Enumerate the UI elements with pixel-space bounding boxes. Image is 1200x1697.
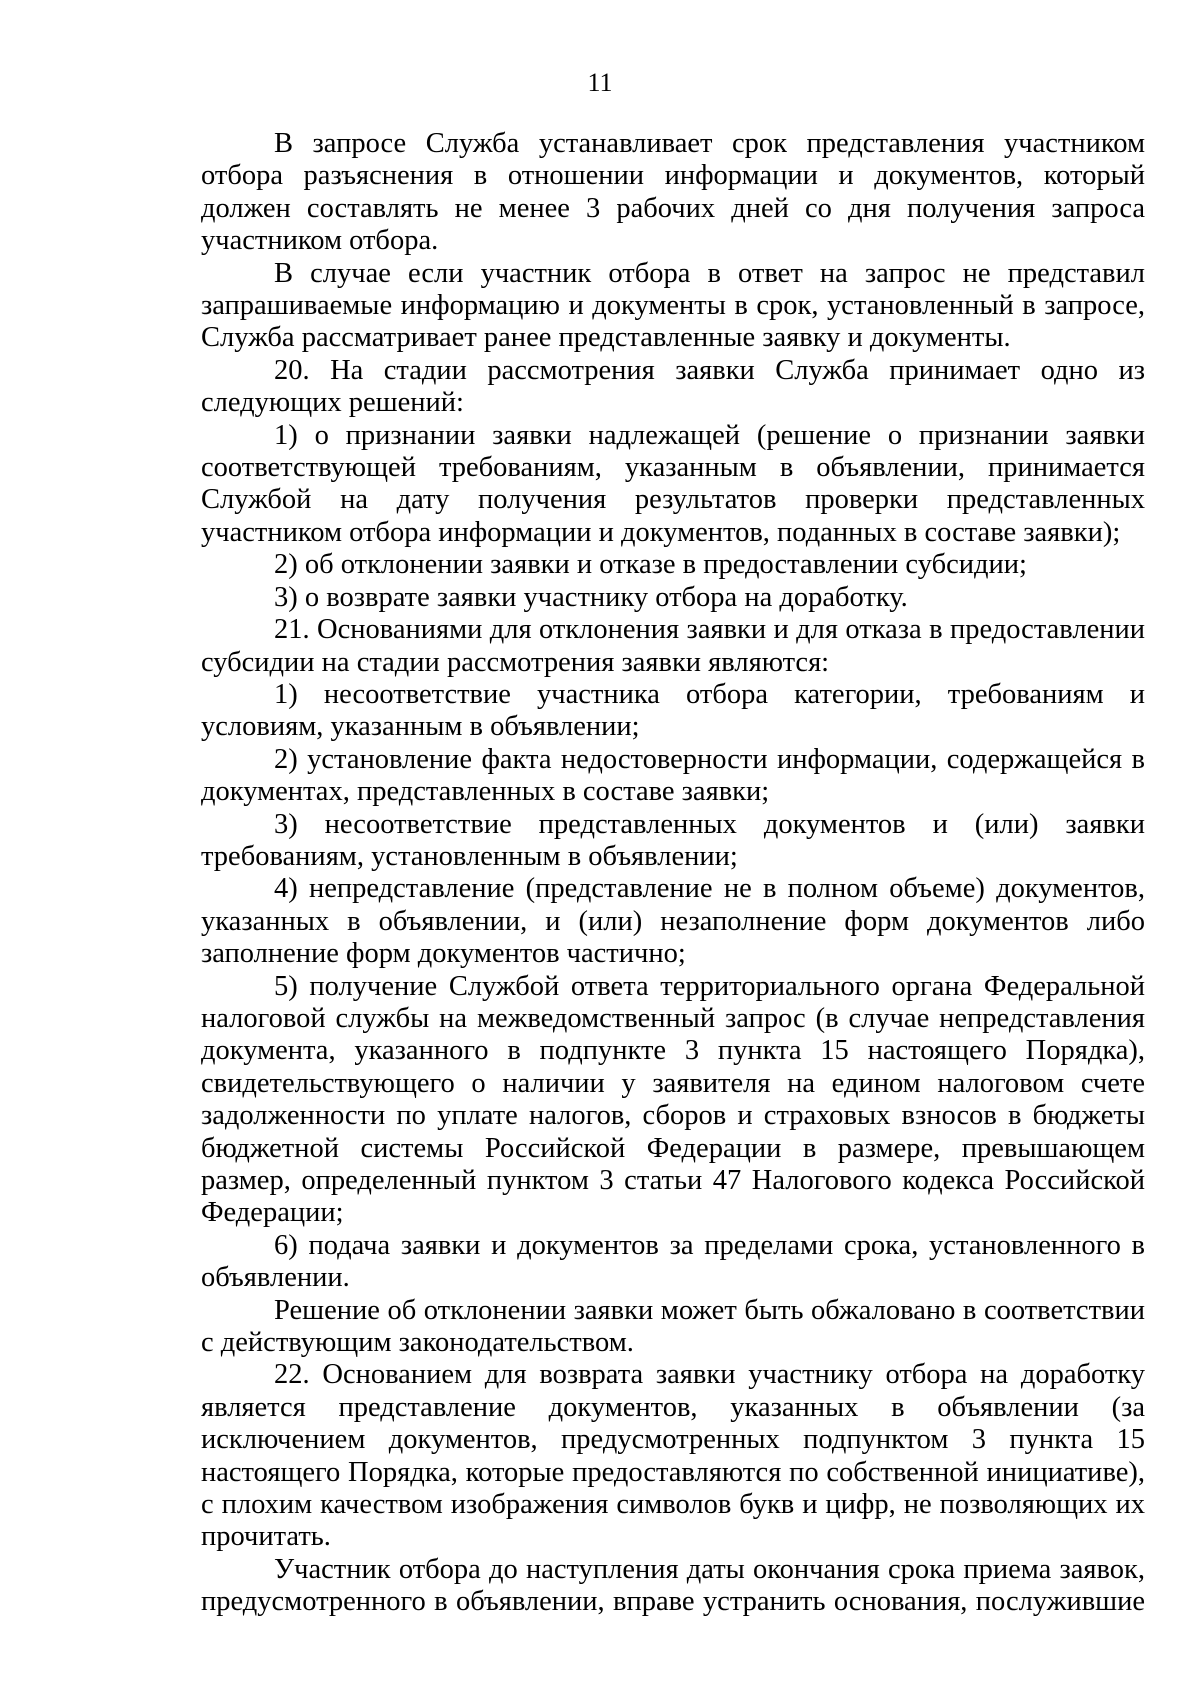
paragraph-item-21-3: 3) несоответствие представленных документов и (или) заявки требованиям, установленным в объявлении; [201, 808, 1145, 872]
paragraph-correction: Участник отбора до наступления даты окончания срока приема заявок, предусмотренного в объявлении, вправе устранить основания, послужившие [201, 1553, 1145, 1618]
page-number: 11 [587, 68, 613, 97]
paragraph-no-response: В случае если участник отбора в ответ на запрос не представил запрашиваемые информацию и документы в срок, установленный в запросе, Служба рассматривает ранее представленные заявку и документы. [201, 257, 1145, 354]
paragraph-item-22: 22. Основанием для возврата заявки участнику отбора на доработку является представление документов, указанных в объявлении (за исключением документов, предусмотренных подпунктом 3 пункта 15 настоящего Порядка, которые предоставляются по собственной инициативе), с плохим качеством изображения символов букв и цифр, не позволяющих их прочитать. [201, 1359, 1145, 1553]
paragraph-item-21-6: 6) подача заявки и документов за пределами срока, установленного в объявлении. [201, 1229, 1145, 1294]
document-body [201, 128, 1145, 1619]
paragraph-request-deadline: В запросе Служба устанавливает срок представления участником отбора разъяснения в отношении информации и документов, который должен составлять не менее 3 рабочих дней со дня получения запроса участником отбора. [201, 128, 1145, 257]
paragraph-item-21-4: 4) непредставление (представление не в полном объеме) документов, указанных в объявлении, и (или) незаполнение форм документов либо заполнение форм документов частично; [201, 873, 1145, 970]
paragraph-item-21: 21. Основаниями для отклонения заявки и для отказа в предоставлении субсидии на стадии рассмотрения заявки являются: [201, 614, 1145, 678]
paragraph-item-20: 20. На стадии рассмотрения заявки Служба принимает одно из следующих решений: [201, 354, 1145, 419]
paragraph-item-21-1: 1) несоответствие участника отбора категории, требованиям и условиям, указанным в объявлении; [201, 678, 1145, 743]
paragraph-item-20-2: 2) об отклонении заявки и отказе в предоставлении субсидии; [274, 549, 1027, 581]
paragraph-item-21-5: 5) получение Службой ответа территориального органа Федеральной налоговой службы на межведомственный запрос (в случае непредставления документа, указанного в подпункте 3 пункта 15 настоящего Порядка), свидетельствующего о наличии у заявителя на едином налоговом счете задолженности по уплате налогов, сборов и страховых взносов в бюджеты бюджетной системы Российской Федерации в размере, превышающем размер, определенный пунктом 3 статьи 47 Налогового кодекса Российской Федерации; [201, 970, 1145, 1229]
paragraph-item-20-3: 3) о возврате заявки участнику отбора на доработку. [274, 581, 908, 613]
paragraph-item-20-1: 1) о признании заявки надлежащей (решение о признании заявки соответствующей требованиям, указанным в объявлении, принимается Службой на дату получения результатов проверки представленных участником отбора информации и документов, поданных в составе заявки); [201, 419, 1145, 548]
paragraph-item-21-2: 2) установление факта недостоверности информации, содержащейся в документах, представленных в составе заявки; [201, 743, 1145, 808]
paragraph-appeal: Решение об отклонении заявки может быть обжаловано в соответствии с действующим законодательством. [201, 1294, 1145, 1359]
